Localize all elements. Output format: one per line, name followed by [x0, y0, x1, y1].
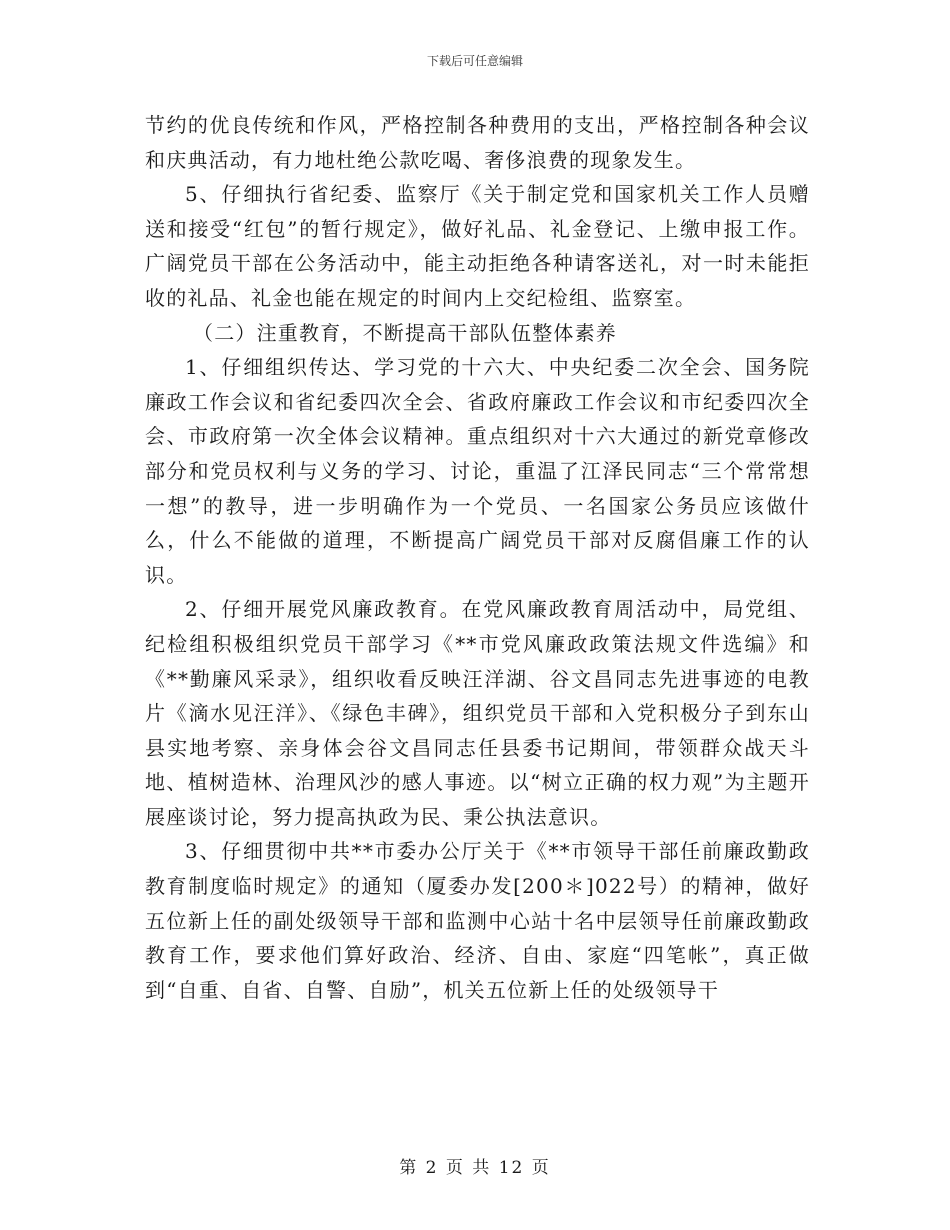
paragraph-3: 1、仔细组织传达、学习党的十六大、中央纪委二次全会、国务院廉政工作会议和省纪委四次全会、省政府廉政工作会议和市纪委四次全会、市政府第一次全体会议精神。重点组织对十六大通过的新党章修改部分和党员权利与义务的学习、讨论，重温了江泽民同志“三个常常想一想”的教导，进一步明确作为一个党员、一名国家公务员应该做什么，什么不能做的道理，不断提高广阔党员干部对反腐倡廉工作的认识。 — [145, 355, 810, 587]
paragraph-5: 3、仔细贯彻中共**市委办公厅关于《**市领导干部任前廉政勤政教育制度临时规定》的通知（厦委办发[200＊]022号）的精神，做好五位新上任的副处级领导干部和监测中心站十名中层领导任前廉政勤政教育工作，要求他们算好政治、经济、自由、家庭“四笔帐”，真正做到“自重、自省、自警、自励”，机关五位新上任的处级领导干 — [145, 839, 810, 1002]
section-heading: （二）注重教育，不断提高干部队伍整体素养 — [193, 320, 617, 345]
paragraph-2: 5、仔细执行省纪委、监察厅《关于制定党和国家机关工作人员赠送和接受“红包”的暂行规定》，做好礼品、礼金登记、上缴申报工作。广阔党员干部在公务活动中，能主动拒绝各种请客送礼，对一时未能拒收的礼品、礼金也能在规定的时间内上交纪检组、监察室。 — [145, 182, 810, 310]
paragraph-4: 2、仔细开展党风廉政教育。在党风廉政教育周活动中，局党组、纪检组积极组织党员干部学习《**市党风廉政政策法规文件选编》和《**勤廉风采录》，组织收看反映汪洋湖、谷文昌同志先进事迹的电教片《滴水见汪洋》、《绿色丰碑》，组织党员干部和入党积极分子到东山县实地考察、亲身体会谷文昌同志任县委书记期间，带领群众战天斗地、植树造林、治理风沙的感人事迹。以“树立正确的权力观”为主题开展座谈讨论，努力提高执政为民、秉公执法意识。 — [145, 597, 810, 829]
document-body — [145, 108, 810, 1007]
page-header: 下载后可任意编辑 — [426, 54, 523, 68]
page-footer: 第 2 页 共 12 页 — [399, 1158, 551, 1178]
paragraph-1: 节约的优良传统和作风，严格控制各种费用的支出，严格控制各种会议和庆典活动，有力地杜绝公款吃喝、奢侈浪费的现象发生。 — [145, 113, 810, 172]
